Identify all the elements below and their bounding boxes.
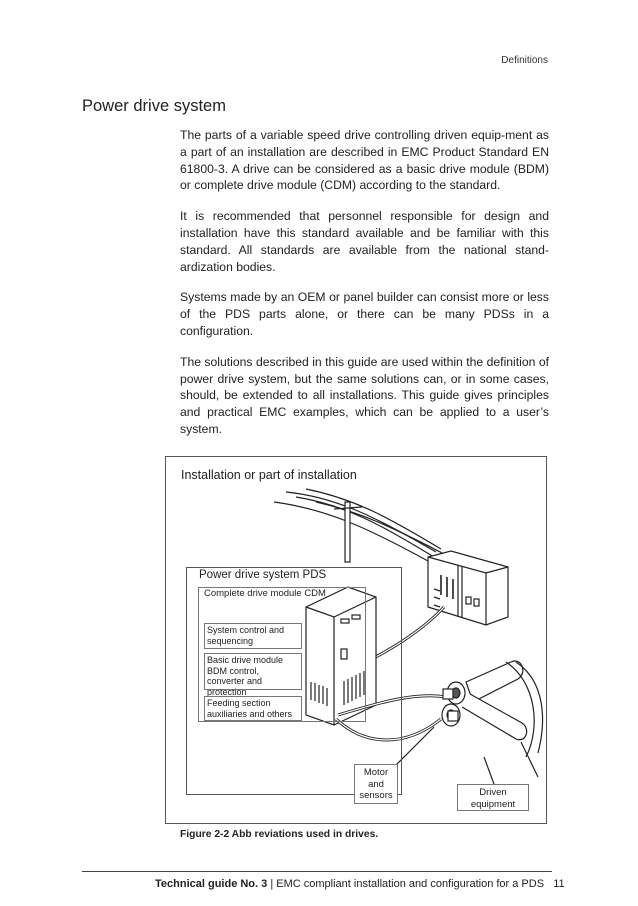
figure bbox=[165, 456, 547, 824]
motor-label-box: Motor and sensors bbox=[354, 764, 398, 804]
footer-divider bbox=[82, 871, 552, 872]
footer-guide-title: Technical guide No. 3 bbox=[155, 878, 268, 890]
page-number: 11 bbox=[553, 878, 565, 890]
driven-equipment-box: Driven equipment bbox=[457, 784, 529, 811]
body-text bbox=[180, 127, 549, 452]
system-control-box: System control and sequencing bbox=[204, 623, 302, 649]
footer-separator: | bbox=[267, 878, 277, 890]
cdm-label: Complete drive module CDM bbox=[204, 588, 326, 599]
running-header: Definitions bbox=[501, 55, 548, 66]
figure-caption: Figure 2-2 Abb reviations used in drives. bbox=[180, 829, 379, 840]
section-title: Power drive system bbox=[82, 97, 226, 115]
paragraph: Systems made by an OEM or panel builder can consist more or less of the PDS parts alone, or there can be many PDSs in a configuration. bbox=[180, 290, 549, 338]
paragraph: The solutions described in this guide are used within the definition of power drive system, but the same solutions can, or in some cases, should, be extended to all installations. This guide gives principles and practical EMC examples, which can be applied to a user’s system. bbox=[180, 354, 549, 436]
bdm-box: Basic drive module BDM control, converter and protection bbox=[204, 653, 302, 690]
paragraph: The parts of a variable speed drive controlling driven equip-ment as a part of an installation are described in EMC Product Standard EN 61800-3. A drive can be considered as a basic drive module (BDM) or complete drive module (CDM) according to the standard. bbox=[180, 128, 549, 193]
page-footer bbox=[155, 878, 565, 890]
installation-label: Installation or part of installation bbox=[181, 468, 357, 482]
paragraph: It is recommended that personnel responsible for design and installation have this standard available and be familiar with this standard. All standards are available from the national stand-ardization bodies. bbox=[180, 209, 549, 274]
pds-label: Power drive system PDS bbox=[199, 569, 327, 581]
feeding-section-box: Feeding section auxiliaries and others bbox=[204, 696, 302, 721]
footer-doc-title: EMC compliant installation and configuration for a PDS bbox=[276, 878, 545, 890]
